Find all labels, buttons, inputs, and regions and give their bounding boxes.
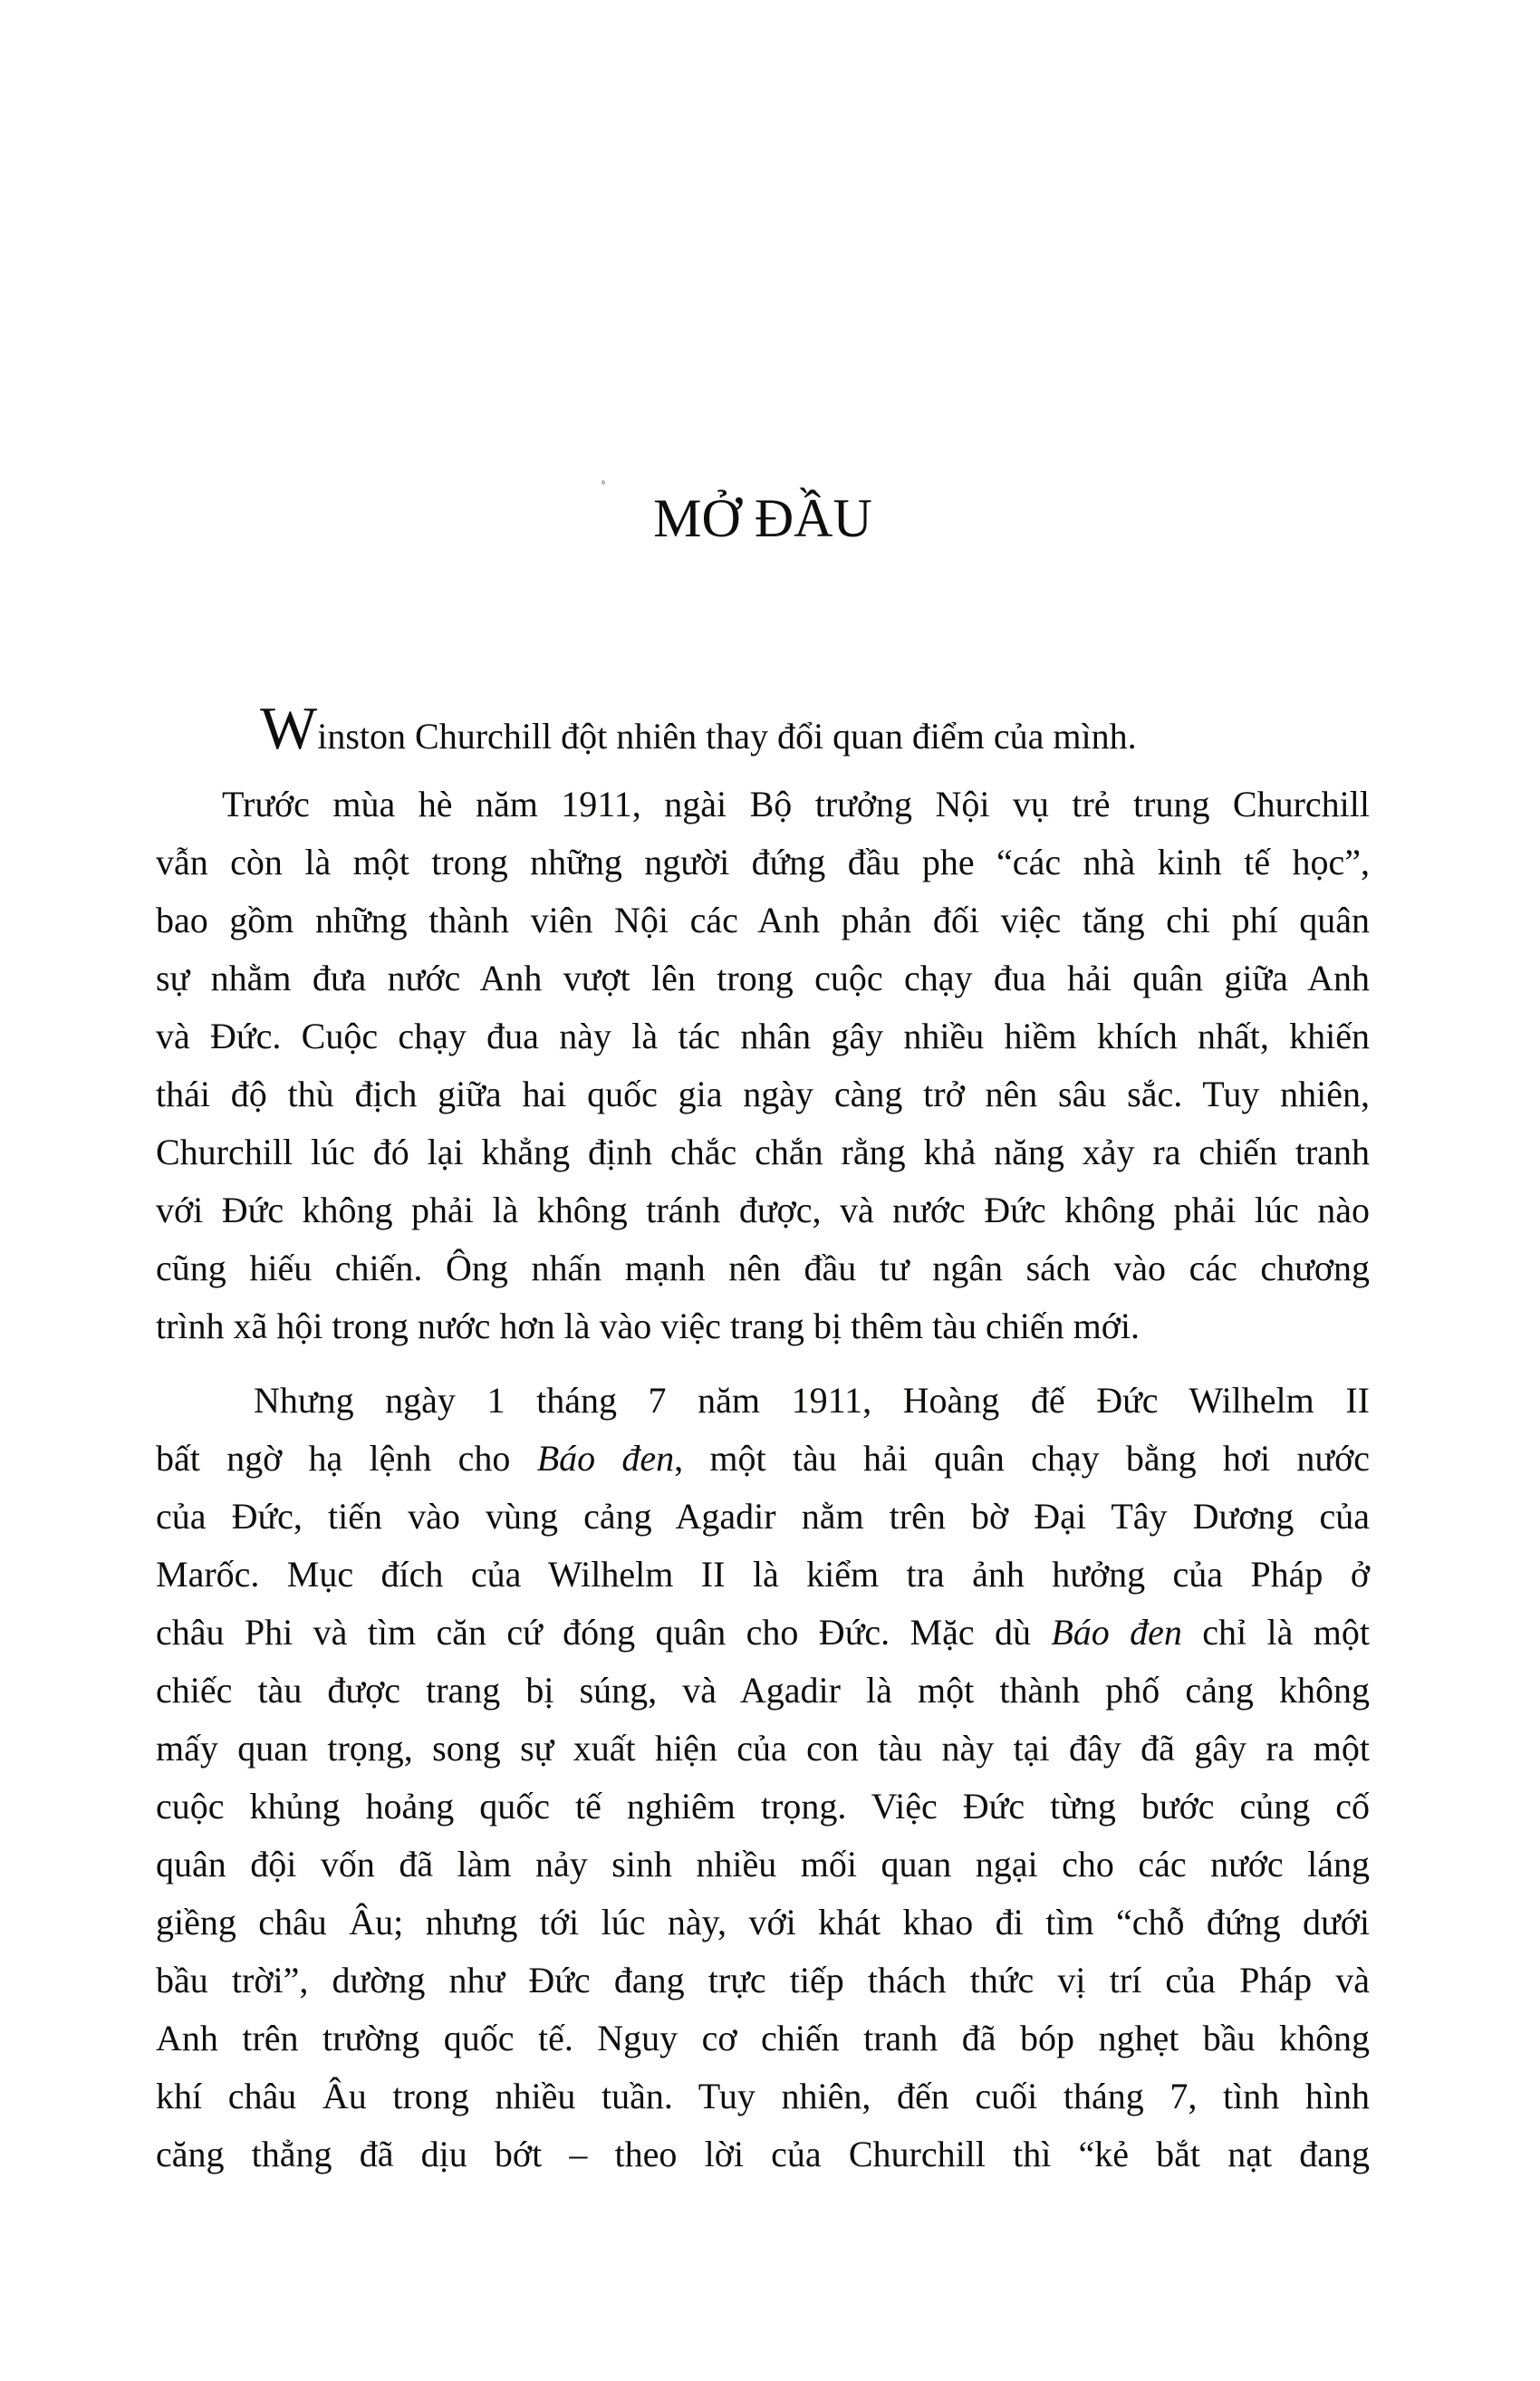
text-segment: cuộc khủng hoảng quốc tế nghiêm trọng. Việc Đức từng bước củng cố <box>156 1786 1370 1827</box>
text-segment: bầu trời”, dường như Đức đang trực tiếp thách thức vị trí của Pháp và <box>156 1960 1370 2000</box>
text-segment: sự nhằm đưa nước Anh vượt lên trong cuộc chạy đua hải quân giữa Anh <box>156 958 1370 998</box>
text-segment: inston Churchill đột nhiên thay đổi quan điểm của mình. <box>317 716 1137 757</box>
text-segment: thái độ thù địch giữa hai quốc gia ngày càng trở nên sâu sắc. Tuy nhiên, <box>156 1074 1370 1114</box>
text-segment: trình xã hội trong nước hơn là vào việc trang bị thêm tàu chiến mới. <box>156 1306 1140 1346</box>
text-line <box>156 892 1370 950</box>
text-line <box>156 776 1370 834</box>
text-line <box>156 2126 1370 2183</box>
text-segment: Nhưng ngày 1 tháng 7 năm 1911, Hoàng đế Đức Wilhelm II <box>254 1380 1370 1421</box>
text-segment: bao gồm những thành viên Nội các Anh phản đối việc tăng chi phí quân <box>156 900 1370 940</box>
italic-text-segment: Báo đen <box>536 1438 675 1479</box>
text-segment: vẫn còn là một trong những người đứng đầu phe “các nhà kinh tế học”, <box>156 842 1370 882</box>
text-segment: Trước mùa hè năm 1911, ngài Bộ trưởng Nội vụ trẻ trung Churchill <box>222 784 1370 824</box>
text-line <box>156 1007 1370 1065</box>
text-line <box>156 695 1370 766</box>
paragraph-before-summer-1911 <box>156 776 1370 1355</box>
text-segment: chỉ là một <box>1181 1612 1370 1653</box>
text-line <box>156 1662 1370 1720</box>
text-line <box>156 1546 1370 1604</box>
text-segment: và Đức. Cuộc chạy đua này là tác nhân gây nhiều hiềm khích nhất, khiến <box>156 1016 1370 1056</box>
text-line <box>156 1123 1370 1181</box>
text-line <box>156 2068 1370 2126</box>
text-line <box>156 950 1370 1007</box>
text-segment: căng thẳng đã dịu bớt – theo lời của Churchill thì “kẻ bắt nạt đang <box>156 2134 1370 2174</box>
text-line <box>156 1604 1370 1662</box>
print-artifact-dot <box>602 480 605 485</box>
text-line <box>156 1720 1370 1778</box>
body-text <box>156 695 1371 2183</box>
text-segment: của Đức, tiến vào vùng cảng Agadir nằm trên bờ Đại Tây Dương của <box>156 1496 1370 1537</box>
paragraph-opening-statement <box>156 695 1370 766</box>
text-segment: mấy quan trọng, song sự xuất hiện của con tàu này tại đây đã gây ra một <box>156 1728 1370 1769</box>
text-segment: với Đức không phải là không tránh được, và nước Đức không phải lúc nào <box>156 1190 1370 1230</box>
text-segment: Anh trên trường quốc tế. Nguy cơ chiến tranh đã bóp nghẹt bầu không <box>156 2018 1370 2058</box>
text-line <box>156 2010 1370 2068</box>
text-line <box>156 1836 1370 1894</box>
text-segment: , một tàu hải quân chạy bằng hơi nước <box>674 1438 1371 1479</box>
text-segment: Churchill lúc đó lại khẳng định chắc chắn rằng khả năng xảy ra chiến tranh <box>156 1132 1370 1172</box>
text-segment: khí châu Âu trong nhiều tuần. Tuy nhiên, đến cuối tháng 7, tình hình <box>156 2076 1370 2116</box>
text-line <box>156 1372 1370 1430</box>
text-segment: chiếc tàu được trang bị súng, và Agadir là một thành phố cảng không <box>156 1670 1370 1711</box>
paragraph-panther-agadir <box>156 1372 1370 2183</box>
text-segment: châu Phi và tìm căn cứ đóng quân cho Đức. Mặc dù <box>156 1612 1052 1653</box>
text-segment: cũng hiếu chiến. Ông nhấn mạnh nên đầu tư ngân sách vào các chương <box>156 1248 1370 1288</box>
text-segment: quân đội vốn đã làm nảy sinh nhiều mối quan ngại cho các nước láng <box>156 1844 1370 1885</box>
text-line <box>156 1065 1370 1123</box>
text-line <box>156 1181 1370 1239</box>
text-line <box>156 834 1370 892</box>
chapter-title: MỞ ĐẦU <box>653 488 872 548</box>
italic-text-segment: Báo đen <box>1051 1612 1182 1653</box>
text-line <box>156 1430 1370 1488</box>
initial-capital: W <box>260 695 318 762</box>
text-segment: bất ngờ hạ lệnh cho <box>156 1438 537 1479</box>
text-line <box>156 1297 1370 1355</box>
text-segment: giềng châu Âu; nhưng tới lúc này, với khát khao đi tìm “chỗ đứng dưới <box>156 1902 1370 1942</box>
text-line <box>156 1894 1370 1952</box>
text-segment: Marốc. Mục đích của Wilhelm II là kiểm tra ảnh hưởng của Pháp ở <box>156 1554 1370 1595</box>
text-line <box>156 1239 1370 1297</box>
text-line <box>156 1488 1370 1546</box>
text-line <box>156 1952 1370 2010</box>
text-line <box>156 1778 1370 1836</box>
